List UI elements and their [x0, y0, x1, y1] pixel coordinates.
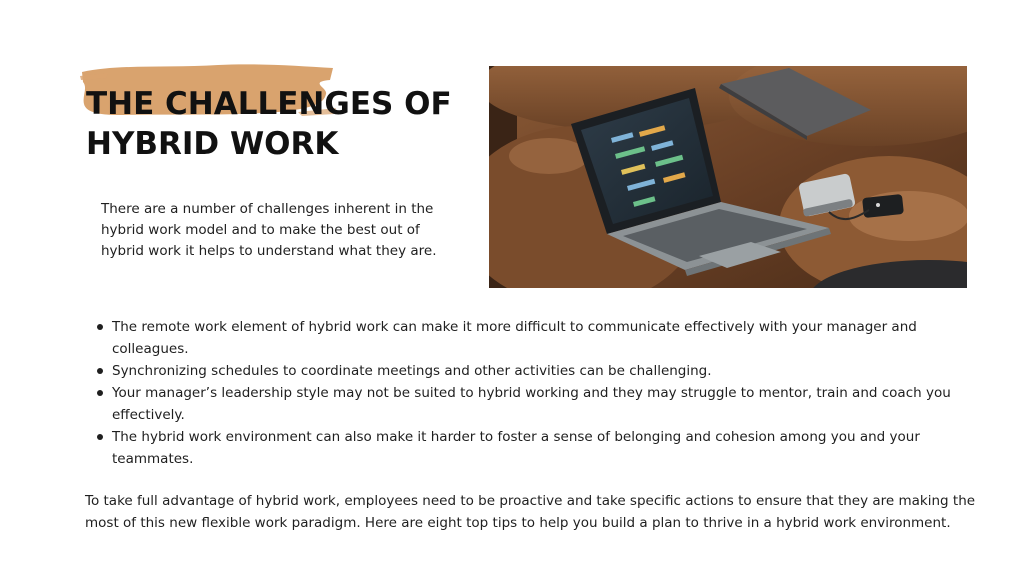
list-item	[94, 426, 964, 470]
laptop-on-sofa-image	[489, 66, 967, 288]
bullet-icon	[97, 368, 103, 374]
bullet-icon	[97, 390, 103, 396]
list-item-text: Synchronizing schedules to coordinate meetings and other activities can be challenging.	[112, 363, 712, 379]
list-item-text: The remote work element of hybrid work can make it more difficult to communicate effectively with your manager and colleagues.	[112, 319, 917, 357]
intro-paragraph: There are a number of challenges inherent in the hybrid work model and to make the best out of hybrid work it helps to understand what they are.	[101, 201, 437, 259]
bullet-icon	[97, 434, 103, 440]
list-item	[94, 316, 964, 360]
closing-paragraph: To take full advantage of hybrid work, employees need to be proactive and take specific actions to ensure that they are making the most of this new flexible work paradigm. Here are eight top tips to help you build a plan to thrive in a hybrid work environment.	[85, 493, 976, 531]
title-line-2: HYBRID WORK	[86, 126, 339, 162]
laptop-photo	[489, 66, 967, 288]
list-item-text: Your manager’s leadership style may not be suited to hybrid working and they may struggle to mentor, train and coach you effectively.	[112, 385, 951, 423]
list-item-text: The hybrid work environment can also make it harder to foster a sense of belonging and cohesion among you and your teammates.	[112, 429, 920, 467]
title-line-1: THE CHALLENGES OF	[86, 86, 452, 122]
bullet-icon	[97, 324, 103, 330]
list-item	[94, 382, 964, 426]
list-item	[94, 360, 964, 382]
challenges-list	[94, 316, 964, 470]
page-title	[86, 84, 452, 164]
title-block	[78, 58, 478, 178]
